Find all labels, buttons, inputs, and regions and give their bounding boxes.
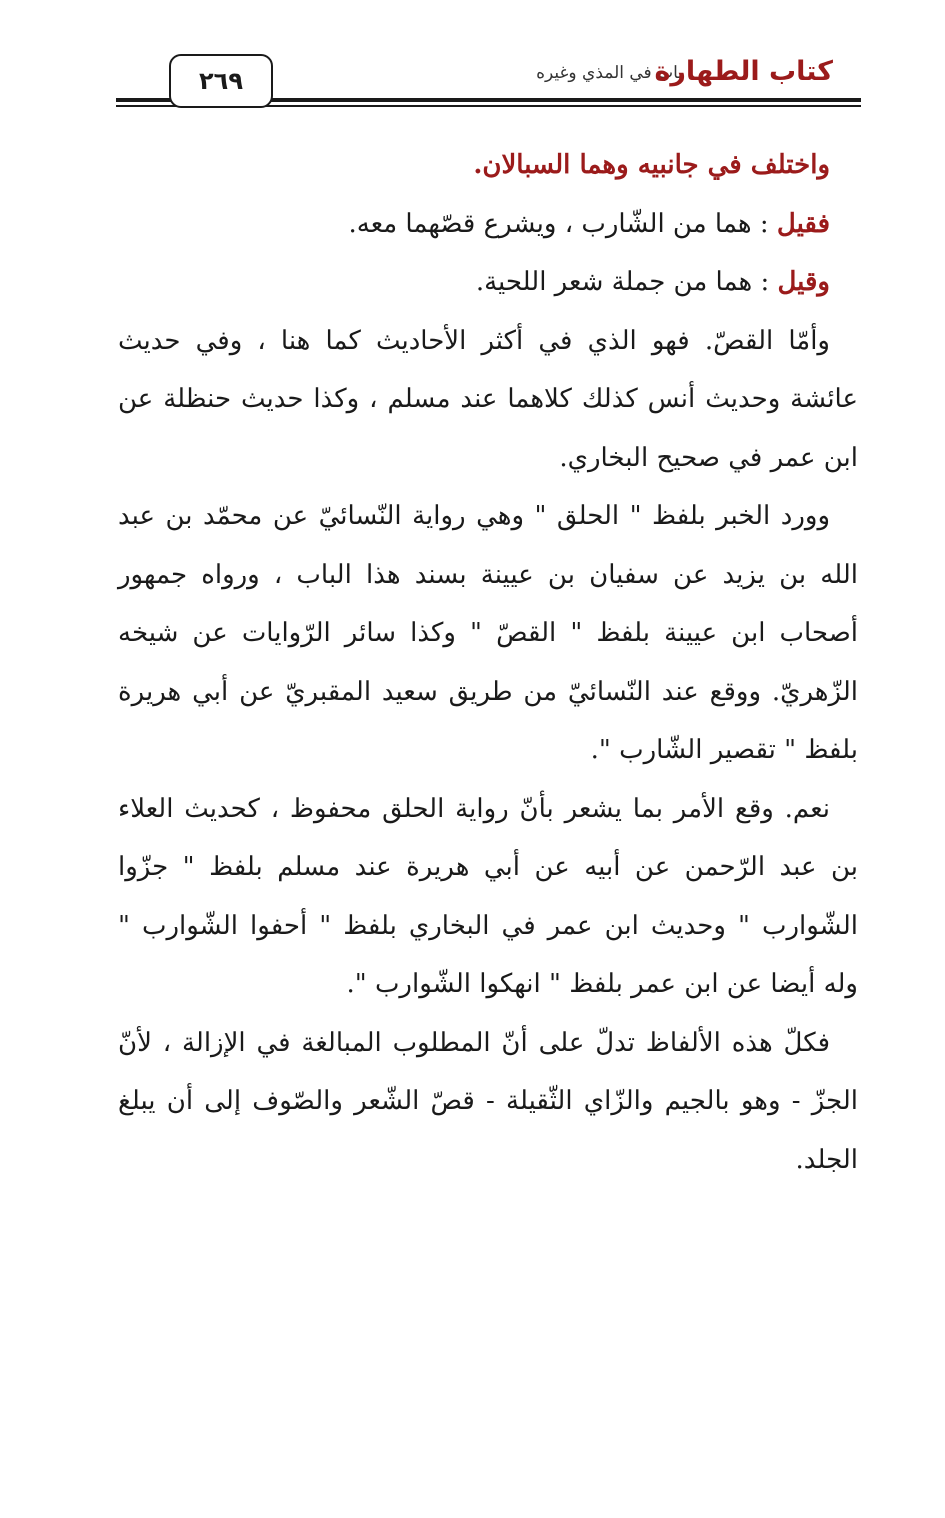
page-header [116,50,861,110]
book-title: كتاب الطهارة [654,56,833,87]
page-body [118,136,858,1189]
paragraph-2-text: : هما من الشّارب ، ويشرع قصّهما معه. [348,208,777,239]
paragraph-3 [118,253,858,312]
page-number: ٢٦٩ [169,54,273,108]
paragraph-4: وأمّا القصّ. فهو الذي في أكثر الأحاديث كما هنا ، وفي حديث عائشة وحديث أنس كذلك كلاهما عند مسلم ، وكذا حديث حنظلة عن ابن عمر في صحيح البخاري. [118,325,858,473]
paragraph-1 [118,136,858,195]
paragraph-5: وورد الخبر بلفظ " الحلق " وهي رواية النّسائيّ عن محمّد بن عبد الله بن يزيد عن سفيان بن عيينة بسند هذا الباب ، ورواه جمهور أصحاب ابن عيينة بلفظ " القصّ " وكذا سائر الرّوايات عن شيخه الزّهريّ. ووقع عند النّسائيّ من طريق سعيد المقبريّ عن أبي هريرة بلفظ " تقصير الشّارب ". [118,501,858,765]
chapter-title: باب في المذي وغيره [536,63,683,83]
paragraph-2 [118,195,858,254]
paragraph-3-term: وقيل [777,267,830,297]
paragraph-3-text: : هما من جملة شعر اللحية. [475,267,778,297]
paragraph-6: نعم. وقع الأمر بما يشعر بأنّ رواية الحلق محفوظ ، كحديث العلاء بن عبد الرّحمن عن أبيه عن أبي هريرة عند مسلم بلفظ " جزّوا الشّوارب " وحديث ابن عمر في البخاري بلفظ " أحفوا الشّوارب " وله أيضا عن ابن عمر بلفظ " انهكوا الشّوارب ". [118,793,858,999]
paragraph-7: فكلّ هذه الألفاظ تدلّ على أنّ المطلوب المبالغة في الإزالة ، لأنّ الجزّ - وهو بالجيم والزّاي الثّقيلة - قصّ الشّعر والصّوف إلى أن يبلغ الجلد. [118,1027,858,1175]
paragraph-1-text: واختلف في جانبيه وهما السبالان. [473,150,830,180]
paragraph-2-term: فقيل [776,208,830,239]
